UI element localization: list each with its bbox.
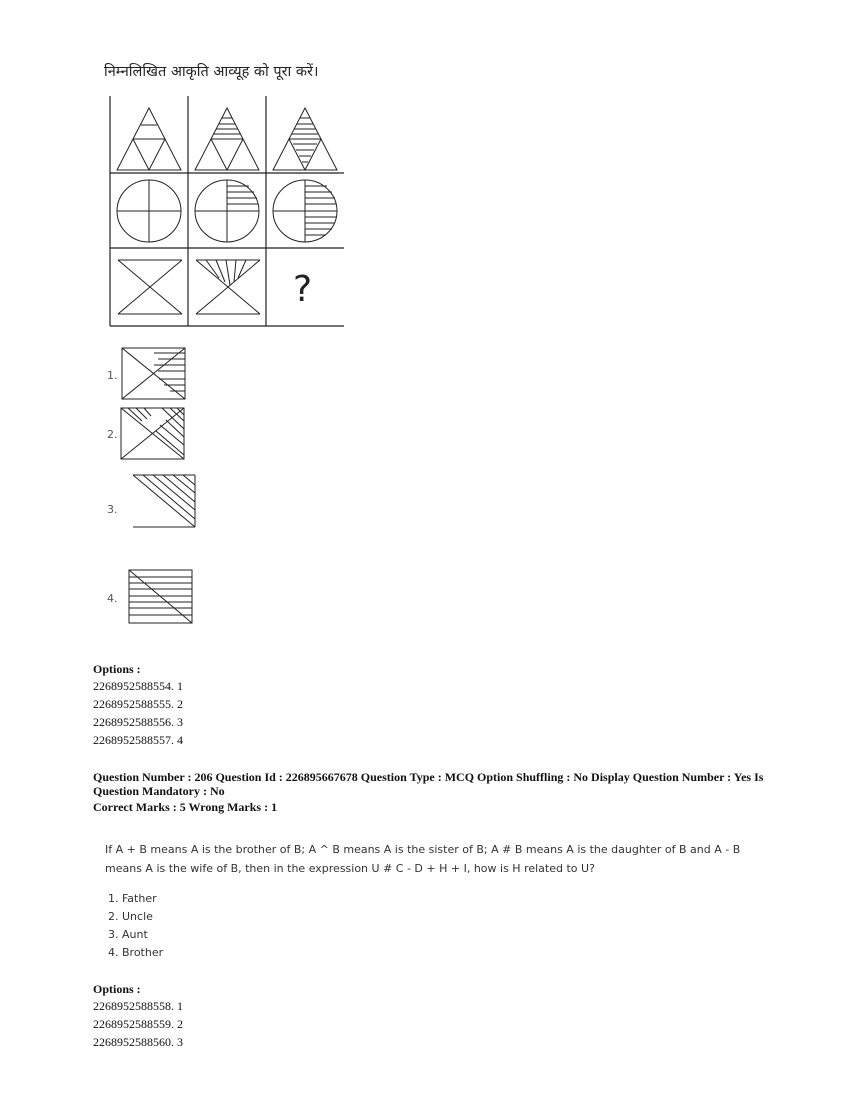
- answer-choice: 2. Uncle: [108, 910, 153, 923]
- option-line: 2268952588556. 3: [93, 715, 183, 729]
- answer-choice: 1. Father: [108, 892, 157, 905]
- question-marks: Correct Marks : 5 Wrong Marks : 1: [93, 800, 278, 814]
- cross-figure-2: [196, 260, 260, 314]
- answer-figure-2: [120, 407, 186, 461]
- answer-choice: 4. Brother: [108, 946, 164, 959]
- options-title: Options :: [93, 662, 141, 676]
- option-line: 2268952588558. 1: [93, 999, 183, 1013]
- option-line: 2268952588559. 2: [93, 1017, 183, 1031]
- question-text: If A + B means A is the brother of B; A ^ B means A is the sister of B; A # B means A is the daughter of B and A - B means A is the wife of B, then in the expression U # C - D + H + I, how is H related to U?: [105, 843, 741, 875]
- question-prompt-hindi: निम्नलिखित आकृति आव्यूह को पूरा करें।: [104, 64, 319, 80]
- triangle-figure-2: [195, 108, 259, 170]
- answer-figure-4: [128, 569, 194, 625]
- answer-figure-label: 4.: [107, 592, 118, 605]
- circle-figure-1: [117, 180, 181, 242]
- option-line: 2268952588555. 2: [93, 697, 183, 711]
- triangle-figure-1: [117, 108, 181, 170]
- option-line: 2268952588557. 4: [93, 733, 183, 747]
- cross-figure-1: [118, 260, 182, 314]
- figure-matrix: [104, 96, 354, 332]
- options-title: Options :: [93, 982, 141, 996]
- question-meta: Question Number : 206 Question Id : 226895667678 Question Type : MCQ Option Shuffling : No Display Question Number : Yes Is Question Mandatory : No: [93, 770, 764, 798]
- answer-figure-3: [129, 473, 197, 529]
- answer-choice: 3. Aunt: [108, 928, 148, 941]
- option-line: 2268952588554. 1: [93, 679, 183, 693]
- answer-figure-label: 3.: [107, 503, 118, 516]
- circle-figure-3: [273, 180, 337, 242]
- answer-figure-1: [121, 347, 187, 401]
- option-line: 2268952588560. 3: [93, 1035, 183, 1049]
- triangle-figure-3: [273, 108, 337, 170]
- circle-figure-2: [195, 180, 259, 242]
- answer-figure-label: 2.: [107, 428, 118, 441]
- missing-figure-mark: ?: [293, 269, 313, 310]
- answer-figure-label: 1.: [107, 369, 118, 382]
